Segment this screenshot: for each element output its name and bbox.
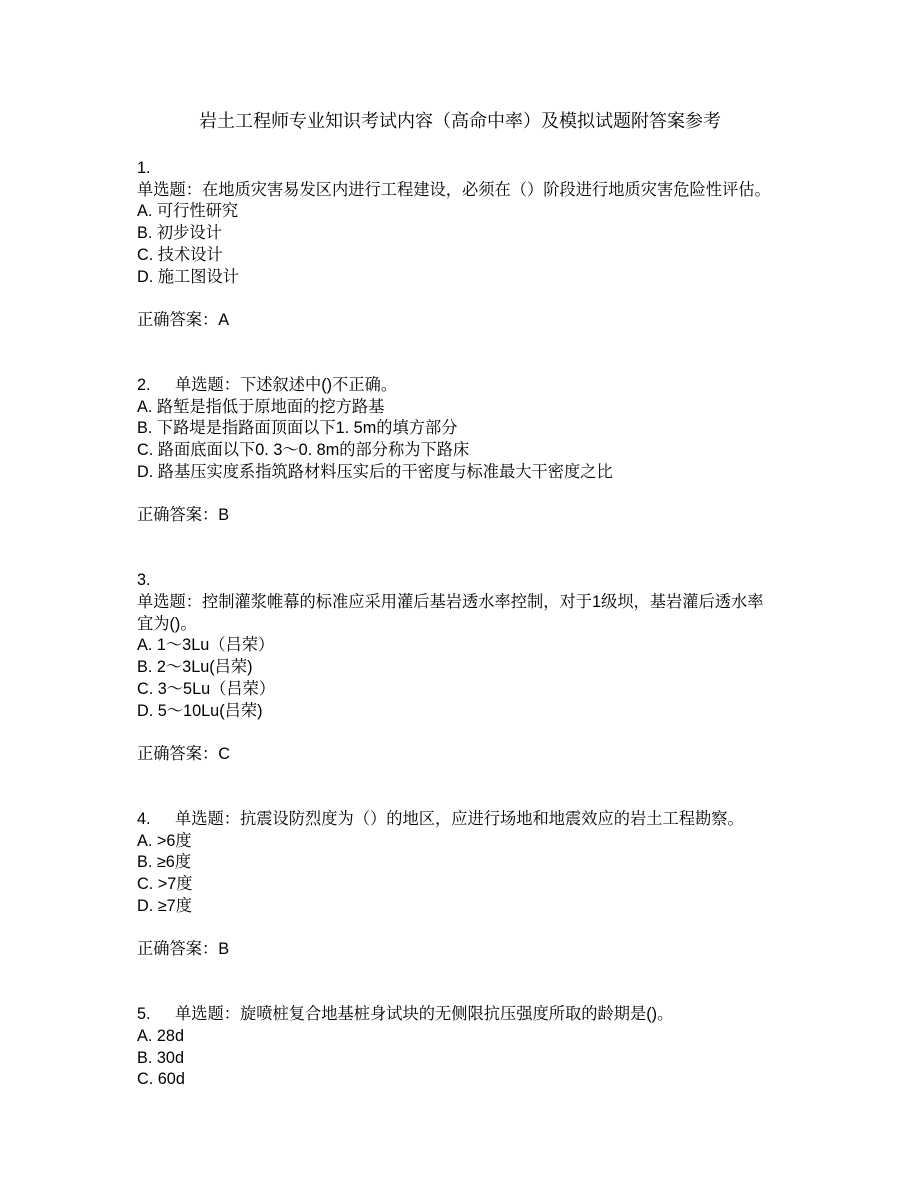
question-option-d: D. 路基压实度系指筑路材料压实后的干密度与标准最大干密度之比 bbox=[137, 462, 613, 481]
question-option-b: B. 初步设计 bbox=[137, 224, 222, 243]
question-option-b: B. 2～3Lu(吕荣) bbox=[137, 658, 253, 677]
answer-line: 正确答案：B bbox=[137, 940, 230, 959]
question-option-c: C. 60d bbox=[137, 1070, 185, 1089]
question-1 bbox=[137, 158, 774, 332]
question-number: 1. bbox=[137, 159, 151, 177]
question-prompt: 单选题：下述叙述中()不正确。 bbox=[175, 376, 398, 394]
question-head bbox=[137, 375, 774, 397]
question-option-d: D. 5～10Lu(吕荣) bbox=[137, 701, 263, 720]
question-number: 3. bbox=[137, 571, 151, 590]
question-option-b: B. 30d bbox=[137, 1048, 184, 1067]
question-prompt: 单选题：控制灌浆帷幕的标准应采用灌后基岩透水率控制，对于1级坝，基岩灌后透水率宜为()。 bbox=[137, 593, 764, 633]
question-head bbox=[137, 1004, 774, 1026]
question-3 bbox=[137, 570, 774, 765]
question-option-a: A. 28d bbox=[137, 1027, 184, 1045]
question-option-b: B. ≥6度 bbox=[137, 853, 192, 872]
questions-list bbox=[137, 158, 774, 1091]
question-4 bbox=[137, 809, 774, 961]
question-option-c: C. 3～5Lu（吕荣） bbox=[137, 679, 276, 698]
answer-line: 正确答案：A bbox=[137, 310, 230, 329]
question-head bbox=[137, 809, 774, 831]
answer-line: 正确答案：C bbox=[137, 744, 230, 763]
question-number: 2. bbox=[137, 376, 151, 394]
question-option-c: C. 技术设计 bbox=[137, 245, 223, 264]
question-number: 5. bbox=[137, 1005, 151, 1024]
document-title: 岩土工程师专业知识考试内容（高命中率）及模拟试题附答案参考 bbox=[199, 111, 721, 131]
answer-line: 正确答案：B bbox=[137, 506, 230, 525]
question-2 bbox=[137, 375, 774, 527]
question-option-b: B. 下路堤是指路面顶面以下1. 5m的填方部分 bbox=[137, 419, 458, 438]
question-option-a: A. >6度 bbox=[137, 831, 192, 850]
question-option-a: A. 1～3Lu（吕荣） bbox=[137, 636, 275, 655]
question-5 bbox=[137, 1004, 774, 1091]
question-prompt: 单选题：抗震设防烈度为（）的地区，应进行场地和地震效应的岩土工程勘察。 bbox=[175, 810, 744, 828]
question-option-d: D. 施工图设计 bbox=[137, 267, 240, 286]
question-option-a: A. 可行性研究 bbox=[137, 202, 239, 221]
question-option-d: D. ≥7度 bbox=[137, 896, 192, 915]
question-prompt: 单选题：在地质灾害易发区内进行工程建设，必须在（）阶段进行地质灾害危险性评估。 bbox=[137, 180, 771, 199]
question-number: 4. bbox=[137, 810, 151, 828]
question-option-a: A. 路堑是指低于原地面的挖方路基 bbox=[137, 397, 385, 416]
question-prompt: 单选题：旋喷桩复合地基桩身试块的无侧限抗压强度所取的龄期是()。 bbox=[175, 1005, 674, 1024]
question-option-c: C. >7度 bbox=[137, 875, 193, 894]
question-option-c: C. 路面底面以下0. 3～0. 8m的部分称为下路床 bbox=[137, 441, 470, 460]
